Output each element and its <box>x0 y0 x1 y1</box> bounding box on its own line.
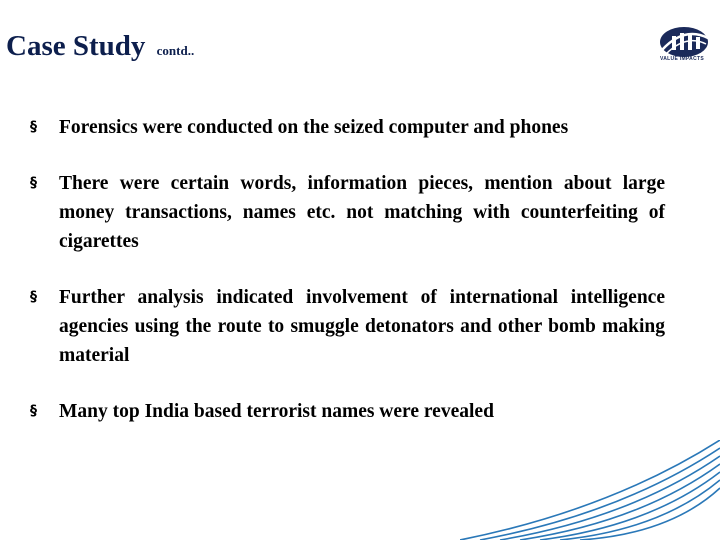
title-subtitle: contd.. <box>156 43 195 58</box>
logo-text: VALUE IMPACTS <box>660 56 704 62</box>
bullet-item <box>30 169 665 256</box>
bullet-text: There were certain words, information pieces, mention about large money transactions, names etc. not matching with counterfeiting of cigarettes <box>59 173 665 252</box>
bullet-list <box>30 113 665 453</box>
decorative-swoosh <box>460 440 720 540</box>
title-text: Case Study <box>6 30 146 62</box>
bullet-text: Further analysis indicated involvement of international intelligence agencies using the route to smuggle detonators and other bomb making material <box>59 287 665 366</box>
slide-title <box>6 32 194 61</box>
bullet-item <box>30 397 665 426</box>
bullet-item <box>30 283 665 370</box>
bullet-marker-icon: § <box>30 403 37 419</box>
bullet-marker-icon: § <box>30 289 37 305</box>
bullet-marker-icon: § <box>30 119 37 135</box>
bullet-text: Forensics were conducted on the seized computer and phones <box>59 117 569 138</box>
bullet-item <box>30 113 665 142</box>
bullet-marker-icon: § <box>30 175 37 191</box>
bullet-text: Many top India based terrorist names were revealed <box>59 401 494 422</box>
